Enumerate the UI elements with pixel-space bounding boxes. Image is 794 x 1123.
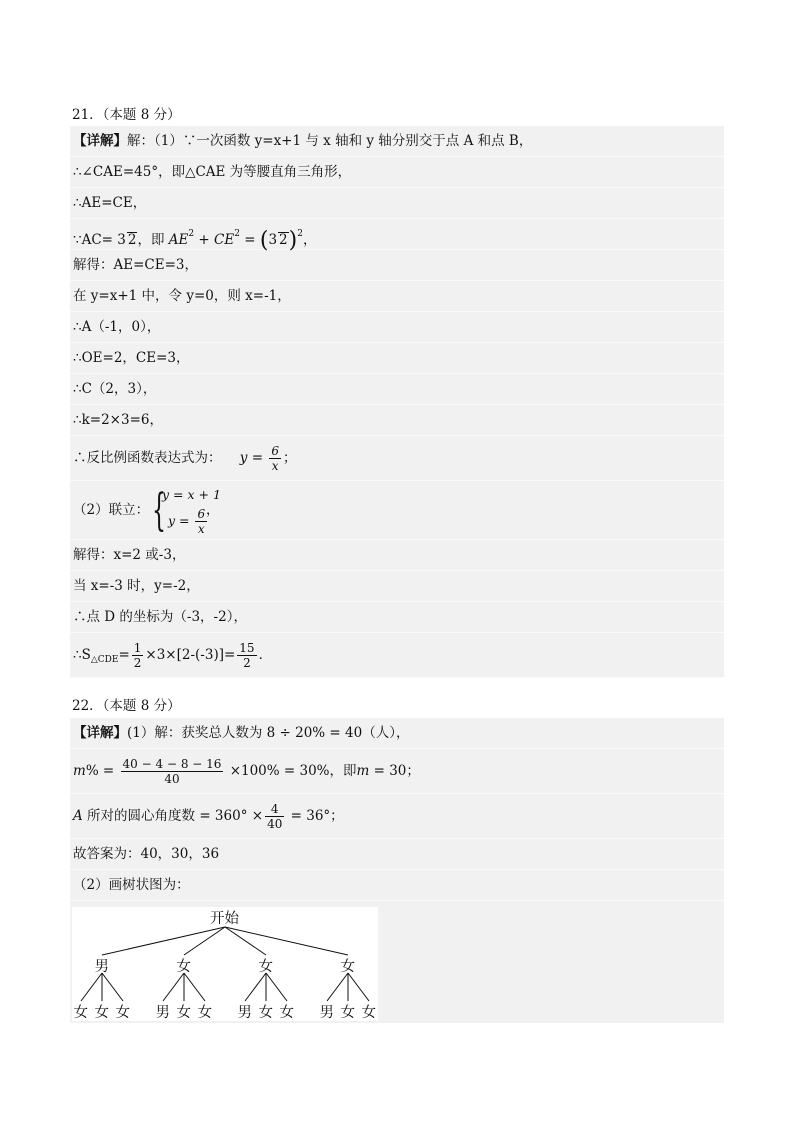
q22-header: 22．（本题 8 分）: [72, 698, 181, 714]
q21-l4-plus: +: [194, 232, 215, 248]
q21-line-7: ∴A（-1，0），: [70, 312, 724, 343]
frac-den: x: [197, 522, 205, 536]
q22-l2-end: = 30；: [369, 763, 420, 779]
q21-l12-comma: ，: [206, 502, 220, 518]
tree-branch-line: [102, 973, 123, 1001]
q22-l2-m2: m: [356, 763, 370, 779]
q21-l4-comma: ，: [302, 232, 317, 248]
frac-num: 4: [265, 802, 284, 817]
q21-line-6: 在 y=x+1 中，令 y=0，则 x=-1，: [70, 281, 724, 312]
q21-line-14: 当 x=-3 时，y=-2，: [70, 571, 724, 602]
q21-line-9: ∴C（2，3），: [70, 374, 724, 405]
fraction-4-over-40: [265, 802, 284, 831]
q22-line-5: （2）画树状图为：: [70, 870, 724, 901]
sqrt-2: 2: [127, 232, 137, 248]
fraction-percent: [121, 757, 224, 786]
tree-node-level2: 女: [258, 1005, 273, 1021]
q22-l3-a: A: [73, 808, 83, 824]
q21-l4-rparen: ): [288, 228, 298, 253]
frac-num: 1: [133, 641, 142, 655]
q21-line-2: ∴∠CAE=45°，即△CAE 为等腰直角三角形，: [70, 157, 724, 188]
tree-branch-line: [184, 973, 205, 1001]
detail-tag: 【详解】: [73, 725, 127, 741]
tree-node-level2: 女: [94, 1005, 109, 1021]
q21-line-13: 解得：x=2 或-3，: [70, 540, 724, 571]
tree-node-level2: 女: [176, 1005, 191, 1021]
frac-den: 40: [164, 772, 180, 786]
tree-branch-line: [266, 973, 287, 1001]
q21-line-15: ∴点 D 的坐标为（-3，-2），: [70, 602, 724, 633]
tree-diagram-row: [70, 901, 724, 1023]
q21-line-8: ∴OE=2，CE=3，: [70, 343, 724, 374]
tree-node-level2: 男: [319, 1005, 334, 1021]
tree-node-level2: 女: [361, 1005, 376, 1021]
q22-line-3: [70, 794, 724, 839]
q21-line-10: ∴k=2×3=6，: [70, 405, 724, 436]
frac-den: 40: [267, 817, 283, 831]
tree-node-level1: 女: [258, 959, 273, 975]
tree-branch-line: [348, 973, 369, 1001]
q21-line-1: [70, 126, 724, 157]
q21-l16-expr: ×3×[2-(-3)]=: [145, 647, 236, 663]
frac-num: 40 − 4 − 8 − 16: [122, 757, 222, 771]
tree-node-level2: 女: [73, 1005, 88, 1021]
q22-l2-rest: ×100% = 30%，即: [225, 763, 357, 779]
q21-l12-label: （2）联立：: [73, 502, 150, 518]
q21-line-1-text: 解：（1）∵一次函数 y=x+1 与 x 轴和 y 轴分别交于点 A 和点 B，: [127, 133, 533, 149]
frac-den: 2: [133, 656, 142, 670]
detail-tag: 【详解】: [73, 133, 127, 149]
q22-line-1: [70, 718, 724, 749]
q22-l3-end: = 36°；: [286, 808, 344, 824]
tree-node-level2: 男: [237, 1005, 252, 1021]
q21-l4-ae: AE: [168, 232, 189, 248]
q21-l4-eq: =: [239, 232, 260, 248]
tree-branch-line: [225, 927, 348, 955]
frac-num: 6: [271, 444, 279, 458]
q22-l2-pct: % =: [85, 763, 119, 779]
tree-node-level2: 女: [340, 1005, 355, 1021]
tree-branch-line: [81, 973, 102, 1001]
left-brace: {: [152, 485, 166, 536]
tree-node-level2: 女: [115, 1005, 130, 1021]
tree-branch-line: [102, 927, 225, 955]
q21-header: 21．（本题 8 分）: [72, 107, 181, 123]
q21-line-12: [70, 481, 724, 540]
q21-line-3: ∴AE=CE，: [70, 188, 724, 219]
q21-l16-period: ．: [258, 647, 273, 663]
q21-l4-lparen: (: [259, 228, 269, 253]
q21-line-11: [70, 436, 724, 481]
q21-l11-label: ∴反比例函数表达式为：: [73, 450, 222, 466]
q21-solution-block: [70, 126, 724, 678]
frac-den: x: [271, 459, 279, 473]
system-eq-1: y = x + 1: [162, 487, 221, 502]
system-eq-2-y: y =: [168, 513, 194, 528]
q21-l11-semicolon: ；: [282, 450, 297, 466]
q21-l11-y: y =: [239, 450, 268, 466]
q21-l4-sup2: 2: [234, 229, 240, 239]
tree-diagram: [72, 907, 378, 1021]
fraction-1-over-2: [132, 641, 144, 670]
q21-l16-s: ∴S: [73, 647, 91, 663]
q22-line-4: 故答案为：40，30，36: [70, 839, 724, 870]
tree-node-level2: 男: [155, 1005, 170, 1021]
q22-solution-block: [70, 718, 724, 1023]
q21-l16-sub: △CDE: [90, 655, 119, 665]
tree-node-level2: 女: [197, 1005, 212, 1021]
system-eq-2: [168, 507, 209, 536]
tree-node-level1: 男: [94, 959, 109, 975]
q22-l2-m: m: [73, 763, 86, 779]
q21-l4-sup1: 2: [188, 229, 195, 239]
q21-line-4: [70, 219, 724, 253]
q21-l4-sup3: 2: [297, 229, 303, 239]
frac-num: 15: [239, 641, 255, 655]
fraction-15-over-2: [237, 641, 256, 670]
tree-node-level2: 女: [279, 1005, 294, 1021]
tree-branch-line: [245, 973, 266, 1001]
q21-l4-ji: ，即: [137, 232, 165, 248]
tree-root: 开始: [210, 911, 239, 927]
tree-branch-line: [163, 973, 184, 1001]
q21-line-5: 解得：AE=CE=3，: [70, 250, 724, 281]
fraction-6-over-x: [269, 444, 281, 473]
q21-l16-eq: =: [118, 647, 130, 663]
q22-l3-text: 所对的圆心角度数 = 360° ×: [82, 808, 264, 824]
q22-line-2: [70, 749, 724, 794]
frac-num: 6: [197, 507, 206, 521]
frac-den: 2: [243, 656, 251, 670]
tree-node-level1: 女: [176, 959, 191, 975]
sqrt-2b: 2: [279, 232, 288, 248]
tree-node-level1: 女: [340, 959, 355, 975]
q21-l4-ce: CE: [214, 232, 235, 248]
q21-l4-three: 3: [268, 232, 278, 248]
tree-branch-line: [327, 973, 348, 1001]
q22-line-1-text: (1）解：获奖总人数为 8 ÷ 20% = 40（人），: [127, 725, 410, 741]
q21-l4-ac: ∵AC= 3: [73, 232, 126, 248]
q21-line-16: [70, 633, 724, 678]
